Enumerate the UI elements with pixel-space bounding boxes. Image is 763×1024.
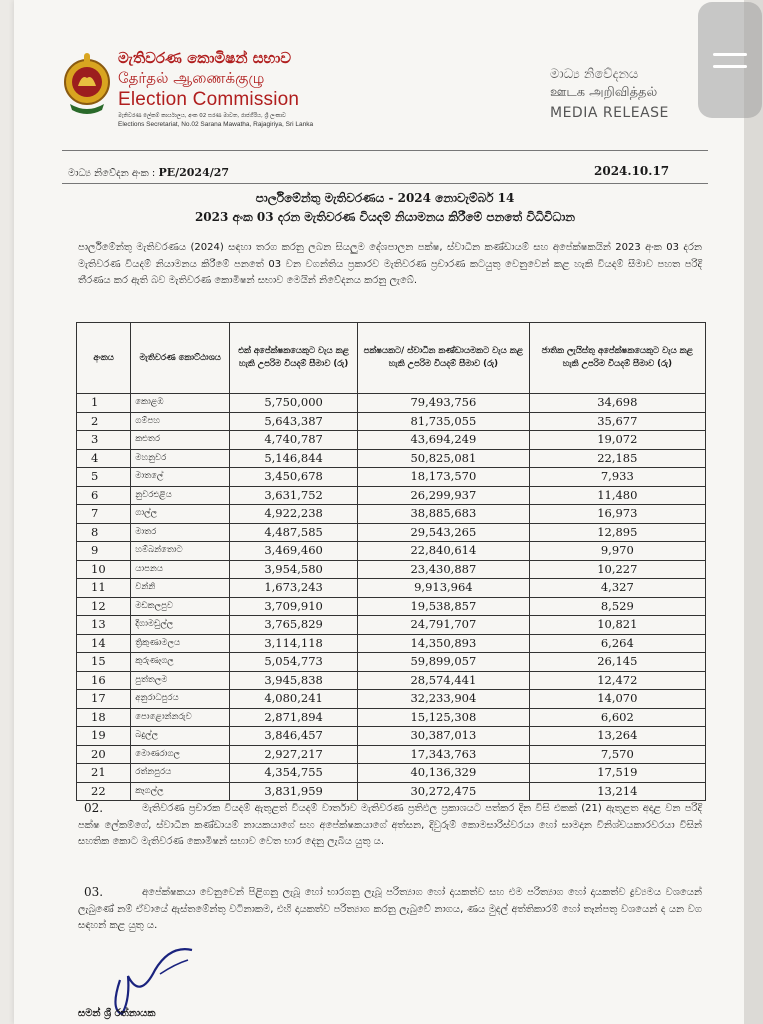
row-number: 7 [77, 505, 131, 524]
candidate-limit: 3,114,118 [230, 634, 358, 653]
viewer-edge [744, 0, 763, 1024]
row-number: 4 [77, 449, 131, 468]
row-number: 8 [77, 523, 131, 542]
media-english: MEDIA RELEASE [550, 105, 669, 121]
candidate-limit: 3,450,678 [230, 468, 358, 487]
release-date: 2024.10.17 [594, 164, 670, 178]
candidate-limit: 3,954,580 [230, 560, 358, 579]
district-name: දිගාමඩුල්ල [131, 616, 230, 635]
party-limit: 30,387,013 [358, 727, 530, 746]
row-number: 16 [77, 671, 131, 690]
party-limit: 15,125,308 [358, 708, 530, 727]
party-limit: 26,299,937 [358, 486, 530, 505]
row-number: 18 [77, 708, 131, 727]
candidate-limit: 5,643,387 [230, 412, 358, 431]
district-name: මොණරාගල [131, 745, 230, 764]
district-name: නුවරඑළිය [131, 486, 230, 505]
row-number: 21 [77, 764, 131, 783]
row-number: 12 [77, 597, 131, 616]
row-number: 13 [77, 616, 131, 635]
org-name-english: Election Commission [118, 89, 300, 110]
reference-label: මාධ්‍ය නිවේදන අංක : [68, 168, 156, 179]
row-number: 19 [77, 727, 131, 746]
district-name: මහනුවර [131, 449, 230, 468]
row-number: 15 [77, 653, 131, 672]
reference-number: PE/2024/27 [158, 166, 230, 179]
national-list-limit: 8,529 [529, 597, 705, 616]
menu-button[interactable] [698, 2, 762, 118]
org-name-sinhala: මැතිවරණ කොමිෂන් සභාව [118, 49, 292, 67]
district-name: රත්නපුරය [131, 764, 230, 783]
candidate-limit: 3,631,752 [230, 486, 358, 505]
media-sinhala: මාධ්‍ය නිවේදනය [550, 67, 639, 82]
party-limit: 23,430,887 [358, 560, 530, 579]
table-row [77, 653, 706, 672]
candidate-limit: 3,709,910 [230, 597, 358, 616]
party-limit: 22,840,614 [358, 542, 530, 561]
district-name: කුරුණෑගල [131, 653, 230, 672]
table-row [77, 634, 706, 653]
party-limit: 29,543,265 [358, 523, 530, 542]
district-name: ගම්පහ [131, 412, 230, 431]
district-name: පුත්තලම [131, 671, 230, 690]
party-limit: 32,233,904 [358, 690, 530, 709]
national-list-limit: 14,070 [529, 690, 705, 709]
national-list-limit: 7,933 [529, 468, 705, 487]
table-row [77, 560, 706, 579]
candidate-limit: 5,750,000 [230, 394, 358, 413]
row-number: 5 [77, 468, 131, 487]
row-number: 14 [77, 634, 131, 653]
national-list-limit: 10,227 [529, 560, 705, 579]
candidate-limit: 4,354,755 [230, 764, 358, 783]
organization-block [118, 48, 358, 129]
candidate-limit: 3,945,838 [230, 671, 358, 690]
table-row [77, 486, 706, 505]
district-name: ගාල්ල [131, 505, 230, 524]
table-row [77, 412, 706, 431]
candidate-limit: 1,673,243 [230, 579, 358, 598]
national-list-limit: 22,185 [529, 449, 705, 468]
table-row [77, 671, 706, 690]
header-party-limit: පක්ෂයකට/ ස්වාධීන කණ්ඩායමකට වැය කළ හැකි උපරිම වියදම් සීමාව (රු) [358, 323, 530, 394]
row-number: 20 [77, 745, 131, 764]
table-row [77, 708, 706, 727]
national-list-limit: 9,970 [529, 542, 705, 561]
party-limit: 19,538,857 [358, 597, 530, 616]
candidate-limit: 3,846,457 [230, 727, 358, 746]
candidate-limit: 5,054,773 [230, 653, 358, 672]
party-limit: 81,735,055 [358, 412, 530, 431]
national-list-limit: 7,570 [529, 745, 705, 764]
party-limit: 24,791,707 [358, 616, 530, 635]
table-row [77, 394, 706, 413]
national-list-limit: 19,072 [529, 431, 705, 450]
sri-lanka-emblem [62, 52, 112, 118]
table-row [77, 597, 706, 616]
national-list-limit: 10,821 [529, 616, 705, 635]
candidate-limit: 4,922,238 [230, 505, 358, 524]
district-name: හම්බන්තොට [131, 542, 230, 561]
party-limit: 9,913,964 [358, 579, 530, 598]
party-limit: 43,694,249 [358, 431, 530, 450]
party-limit: 14,350,893 [358, 634, 530, 653]
row-number: 3 [77, 431, 131, 450]
party-limit: 30,272,475 [358, 782, 530, 801]
party-limit: 17,343,763 [358, 745, 530, 764]
candidate-limit: 3,831,959 [230, 782, 358, 801]
header-number: අංකය [77, 323, 131, 394]
row-number: 2 [77, 412, 131, 431]
candidate-limit: 4,487,585 [230, 523, 358, 542]
table-header-row [77, 323, 706, 394]
table-row [77, 542, 706, 561]
district-name: මාතර [131, 523, 230, 542]
national-list-limit: 13,264 [529, 727, 705, 746]
paragraph-2: මැතිවරණ ප්‍රචාරක වියදම් ඇතුළත් වියදම් වාර්තාව මැතිවරණ ප්‍රතිඵල ප්‍රකාශයට පත්කර දින විසි එකක් (21) ඇතුළත අදාළ වන පරිදි පක්ෂ ලේකම්ගේ, ස්වාධීන කණ්ඩායම් නායකයාගේ සහ අපේක්ෂකයාගේ අත්සන, දිවුරුම් කොමසාරිස්වරයා හෝ සාමදාන විනිශ්චයකාරවරයා විසින් සහතික කොට මැතිවරණ කොමිෂන් සභාව වෙත භාර දෙනු ලැබිය යුතු ය. [78, 803, 702, 847]
reference-divider [62, 183, 708, 184]
national-list-limit: 34,698 [529, 394, 705, 413]
header-national-list-limit: ජාතික ලැයිස්තු අපේක්ෂකයෙකුට වැය කළ හැකි උපරිම වියදම් සීමාව (රු) [529, 323, 705, 394]
address-local: මැතිවරණ ලේකම් කාර්යාලය, අංක 02 සරණ මාවත, රාජගිරිය, ශ්‍රී ලංකාව [118, 113, 286, 119]
table-row [77, 690, 706, 709]
national-list-limit: 13,214 [529, 782, 705, 801]
row-number: 17 [77, 690, 131, 709]
paragraph-3: අපේක්ෂකයා වෙනුවෙන් පිළිගනු ලැබූ හෝ භාරගනු ලැබූ පරිත්‍යාග හෝ දායකත්ව සහ එම පරිත්‍යාග හෝ දායකත්ව ද්‍රව්‍යමය වශයෙන් ලැබුණේ නම් ඒවායේ ඇස්තමේන්තු වටිනාකම, එහි දායකත්ව පරිත්‍යාග කරනු ලැබුවේ නාගය, ණය මුදල් අත්තිකාරම් හෝ තෑන්පතු වශයෙන් ද යන වග සඳහන් කළ යුතු ය. [78, 887, 702, 931]
party-limit: 40,136,329 [358, 764, 530, 783]
table-row [77, 431, 706, 450]
address-english: Elections Secretariat, No.02 Sarana Mawatha, Rajagiriya, Sri Lanka [118, 121, 314, 128]
district-name: කළුතර [131, 431, 230, 450]
district-name: කොළඹ [131, 394, 230, 413]
table-row [77, 579, 706, 598]
row-number: 11 [77, 579, 131, 598]
national-list-limit: 6,264 [529, 634, 705, 653]
header-divider [62, 150, 708, 151]
candidate-limit: 2,871,894 [230, 708, 358, 727]
intro-paragraph: පාර්ලිමේන්තු මැතිවරණය (2024) සඳහා තරග කරනු ලබන සියලුම දේශපාලන පක්ෂ, ස්වාධීන කණ්ඩායම් සහ අපේක්ෂකයින් 2023 අංක 03 දරන මැතිවරණ වියදම් නියාමනය කිරීමේ පනතේ 03 වන වගන්තිය ප්‍රකාරව මැතිවරණ ප්‍රචාරණ කටයුතු වෙනුවෙන් කළ හැකි වියදම් සීමාව පහත පරිදි තීරණය කර ඇති බව මැතිවරණ කොමිෂන් සභාව මෙයින් නිවේදනය කරනු ලැබේ. [78, 242, 702, 286]
candidate-limit: 2,927,217 [230, 745, 358, 764]
party-limit: 50,825,081 [358, 449, 530, 468]
table-row [77, 727, 706, 746]
party-limit: 59,899,057 [358, 653, 530, 672]
party-limit: 79,493,756 [358, 394, 530, 413]
table-row [77, 523, 706, 542]
table-row [77, 449, 706, 468]
row-number: 6 [77, 486, 131, 505]
candidate-limit: 3,765,829 [230, 616, 358, 635]
table-row [77, 468, 706, 487]
expense-limit-table [76, 322, 706, 801]
district-name: යාපනය [131, 560, 230, 579]
row-number: 9 [77, 542, 131, 561]
district-name: මඩකලපුව [131, 597, 230, 616]
national-list-limit: 12,472 [529, 671, 705, 690]
row-number: 22 [77, 782, 131, 801]
district-name: බදුල්ල [131, 727, 230, 746]
table-row [77, 782, 706, 801]
paragraph-2-number: 02. [84, 801, 104, 815]
header-district: මැතිවරණ කොට්ඨාශය [131, 323, 230, 394]
district-name: කෑගල්ල [131, 782, 230, 801]
media-tamil: ஊடக அறிவித்தல் [550, 85, 658, 100]
candidate-limit: 4,740,787 [230, 431, 358, 450]
hamburger-icon [713, 53, 747, 56]
district-name: මාතලේ [131, 468, 230, 487]
party-limit: 38,885,683 [358, 505, 530, 524]
table-row [77, 745, 706, 764]
table-row [77, 764, 706, 783]
national-list-limit: 4,327 [529, 579, 705, 598]
title-line-1: පාර්ලිමේන්තු මැතිවරණය - 2024 නොවැම්බර් 14 [255, 191, 515, 205]
district-name: පොළොන්නරුව [131, 708, 230, 727]
candidate-limit: 5,146,844 [230, 449, 358, 468]
district-name: ත්‍රිකුණාමලය [131, 634, 230, 653]
national-list-limit: 26,145 [529, 653, 705, 672]
table-row [77, 616, 706, 635]
national-list-limit: 12,895 [529, 523, 705, 542]
national-list-limit: 17,519 [529, 764, 705, 783]
national-list-limit: 11,480 [529, 486, 705, 505]
header-candidate-limit: එක් අපේක්ෂකයෙකුට වැය කළ හැකි උපරිම වියදම් සීමාව (රු) [230, 323, 358, 394]
row-number: 10 [77, 560, 131, 579]
candidate-limit: 4,080,241 [230, 690, 358, 709]
org-name-tamil: தேர்தல் ஆணைக்குழு [118, 69, 265, 87]
row-number: 1 [77, 394, 131, 413]
title-line-2: 2023 අංක 03 දරන මැතිවරණ වියදම් නියාමනය කිරීමේ පනතේ විධිවිධාන [194, 210, 576, 224]
reference-line [68, 166, 229, 179]
table-row [77, 505, 706, 524]
national-list-limit: 35,677 [529, 412, 705, 431]
paragraph-3-number: 03. [84, 885, 104, 899]
national-list-limit: 16,973 [529, 505, 705, 524]
district-name: අනුරාධපුරය [131, 690, 230, 709]
party-limit: 18,173,570 [358, 468, 530, 487]
media-release-block [550, 66, 700, 124]
party-limit: 28,574,441 [358, 671, 530, 690]
candidate-limit: 3,469,460 [230, 542, 358, 561]
district-name: වන්නි [131, 579, 230, 598]
signatory-name: සමන් ශ්‍රී රත්නායක [78, 1008, 156, 1019]
national-list-limit: 6,602 [529, 708, 705, 727]
